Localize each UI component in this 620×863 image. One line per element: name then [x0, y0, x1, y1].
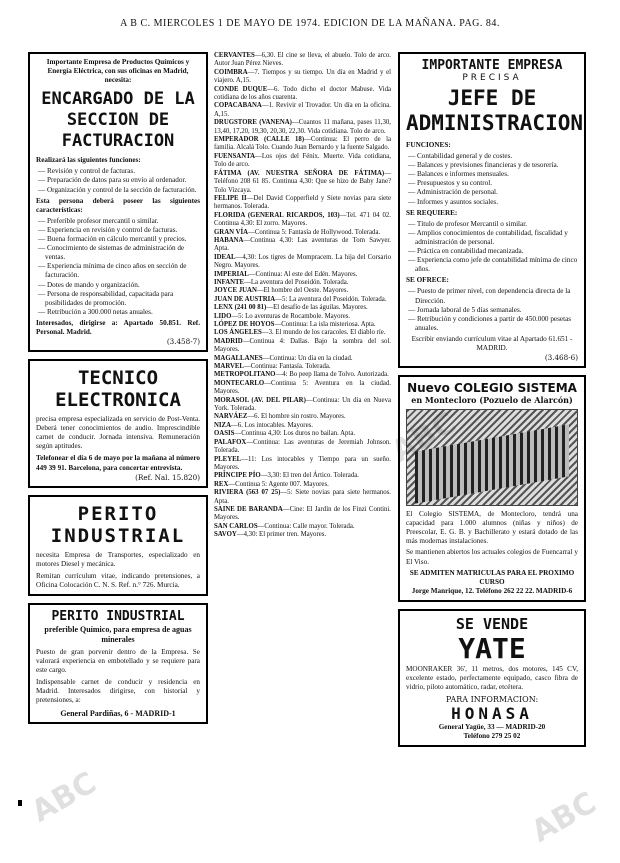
ad-list-item: — Contabilidad general y de costes. — [406, 152, 578, 161]
listing-entry — [214, 439, 391, 456]
ad-list-item: — Administración de personal. — [406, 188, 578, 197]
ad-contact: Interesados, dirigirse a: Apartado 50.851. Ref. Personal. Madrid. — [36, 318, 200, 336]
listing-text: —4: Bo peep llama de Tolvo. Autorizada. — [275, 371, 389, 379]
listing-text: —4,30: Los tigres de Mompracem. La hija del Corsario Negro. Mayores. — [214, 253, 391, 270]
listing-name: LOS ÁNGELES — [214, 329, 262, 337]
listing-text: —Continua: La isla misteriosa. Apta. — [274, 321, 376, 328]
ad-body: precisa empresa especializada en servicio de Post-Venta. Deberá tener conocimientos de audio. Imprescindible carnet de conducir. Jornada intensiva. Remuneración según aptitudes. — [36, 415, 200, 451]
listing-text: —6. El hombre sin rostro. Mayores. — [247, 413, 346, 421]
listing-name: JOYCE JUAN — [214, 287, 257, 295]
ad-title: ENCARGADO DE LA SECCION DE FACTURACION — [41, 89, 195, 152]
listing-text: —Continua 4: Dallas. Bajo la sombra del sol. Mayores. — [214, 337, 391, 354]
listing-text: —7. Tiempos y su tiempo. Un día en Madrid y el viajero. A,15. — [214, 68, 391, 85]
listing-text: —3. El mundo de los caracoles. El diablo ríe. — [261, 329, 386, 337]
listing-name: EMPERADOR (CALLE 18) — [214, 136, 305, 144]
listing-name: MONTECARLO — [214, 379, 265, 387]
page-mark — [18, 800, 22, 806]
ad-list-item: — Amplios conocimientos de contabilidad, fiscalidad y administración de personal. — [406, 229, 578, 247]
listing-name: JUAN DE AUSTRIA — [214, 295, 276, 303]
listing-text: —Teléfono 208 61 85. Continua 4,30: Que se hizo de Baby Jane? Tolo Vizcaya. — [214, 169, 391, 194]
listing-text: —6,30. El cine se lleva, el abuelo. Tolo de arco. Autor Juan Pérez Nieves. — [214, 52, 391, 68]
listing-entry — [214, 212, 391, 229]
listing-entry — [214, 271, 391, 279]
listing-name: PALAFOX — [214, 438, 247, 446]
listing-name: METROPOLITANO — [214, 371, 276, 379]
ad-subhead: SE REQUIERE: — [406, 208, 458, 217]
ad-ref: (Ref. Nal. 15.820) — [135, 472, 200, 482]
listing-text: —Tel. 471 04 02. Continua 4,30: El zorro. Mayores. — [214, 211, 391, 228]
ad-list-item: — Dotes de mando y organización. — [36, 281, 200, 290]
ad-title: YATE — [458, 631, 526, 665]
listing-text: —Continua 4,30: Las aventuras de Tom Sawyer. Apta. — [214, 236, 391, 253]
listing-text: —Continua 5: Fantasía de Hollywood. Tolerada. — [248, 228, 381, 236]
listing-entry — [214, 313, 391, 321]
listing-text: —Continua 5: Agente 007. Mayores. — [228, 480, 329, 488]
ad-contact: General Pardiñas, 6 - MADRID-1 — [60, 708, 176, 718]
ad-list-item: — Experiencia en revisión y control de facturas. — [36, 226, 200, 235]
watermark: ABC — [525, 785, 603, 850]
listing-name: FÁTIMA (AV. NUESTRA SEÑORA DE FÁTIMA) — [214, 169, 385, 177]
listing-entry — [214, 355, 391, 363]
ad-contact: Remitan currículum vitae, indicando pretensiones, a Oficina Colocación C. N. S. Ref. n.° 726. Murcia. — [36, 571, 200, 589]
ad-info: PARA INFORMACION: — [445, 695, 539, 705]
ad-list-item: — Balances e informes mensuales. — [406, 170, 578, 179]
listing-entry — [214, 52, 391, 69]
watermark: ABC — [385, 405, 463, 470]
listing-name: COPACABANA — [214, 102, 262, 110]
listing-text: —6. Todo dicho el doctor Mabuse. Vida cotidiana de los años cuarenta. — [214, 85, 391, 102]
page-header: A B C. MIERCOLES 1 DE MAYO DE 1974. EDICION DE LA MAÑANA. PAG. 84. — [120, 18, 500, 29]
listing-name: FLORIDA (GENERAL RICARDOS, 103) — [214, 211, 340, 219]
listing-name: LÓPEZ DE HOYOS — [214, 321, 275, 328]
listing-entry — [214, 531, 391, 539]
listing-name: INFANTE — [214, 278, 245, 286]
listing-text: —5: La aventura del Poseidón. Tolerada. — [275, 295, 387, 303]
ad-list-item: — Experiencia mínima de cinco años en sección de facturación. — [36, 262, 200, 280]
listing-entry — [214, 279, 391, 287]
ad-ref: (3.468-6) — [544, 353, 578, 363]
listing-entry — [214, 363, 391, 371]
ad-subhead: Realizará las siguientes funciones: — [36, 156, 141, 165]
ad-phone: Teléfono 279 25 02 — [463, 732, 521, 741]
listing-text: —Cine: El Jardín de los Finzi Contini. Mayores. — [214, 505, 392, 522]
ad-body: El Colegio SISTEMA, de Montecloro, tendrá una capacidad para 1.000 alumnos (niñas y niños) de Preescolar, E. G. B. y Bachillerato y estará dotado de las más modernas instalaciones. — [406, 510, 578, 546]
listing-entry — [214, 296, 391, 304]
ad-contact: Escribir enviando currículum vitae al Apartado 61.651 - MADRID. — [411, 334, 573, 352]
listing-name: NIZA — [214, 421, 231, 429]
ad-contact: Telefonear el día 6 de mayo por la mañana al número 449 39 91. Barcelona, para concertar entrevista. — [36, 454, 200, 472]
listing-name: IMPERIAL — [214, 270, 249, 278]
ad-yate — [398, 609, 586, 747]
ad-list-item: — Presupuestos y su control. — [406, 179, 578, 188]
listing-entry — [214, 506, 391, 523]
ad-jefe-administracion — [398, 52, 586, 368]
ad-subtitle: en Montecloro (Pozuelo de Alarcón) — [411, 395, 573, 406]
listing-entry — [214, 304, 391, 312]
listing-name: HABANA — [214, 236, 244, 244]
listing-text: —La aventura del Poseidón. Tolerada. — [244, 278, 349, 286]
ad-perito-quimico — [28, 603, 208, 724]
listing-text: —Continua 5: Aventura en la ciudad. Mayores. — [214, 379, 391, 396]
listing-entry — [214, 413, 391, 421]
cinema-listings — [214, 52, 391, 540]
ad-colegio-sistema — [398, 375, 586, 602]
ad-list-item: — Balances y previsiones financieras y de tesorería. — [406, 161, 578, 170]
listing-text: —11: Los intocables y Tiempo para un sueño. Mayores. — [214, 455, 391, 471]
ad-list-item: — Preferible profesor mercantil o similar. — [36, 217, 200, 226]
listing-text: —4,30: El primer tren. Mayores. — [236, 531, 327, 539]
listing-name: RIVIERA (563 07 25) — [214, 489, 281, 497]
listing-text: —Continua 4,30: Los duros no bailan. Apta. — [234, 430, 356, 438]
listing-entry — [214, 86, 391, 103]
ad-subtitle: preferible Químico, para empresa de aguas minerales — [44, 625, 192, 644]
listing-name: OASIS — [214, 430, 235, 438]
ad-subhead: FUNCIONES: — [406, 141, 451, 149]
ad-brand: HONASA — [451, 704, 533, 724]
right-column — [398, 52, 586, 754]
ad-list-item: — Título de profesor Mercantil o similar. — [406, 220, 578, 229]
listing-entry — [214, 237, 391, 254]
ad-top: IMPORTANTE EMPRESA — [421, 58, 563, 73]
listing-entry — [214, 422, 391, 430]
listing-name: SAVOY — [214, 531, 237, 539]
listing-name: REX — [214, 480, 229, 488]
listing-text: —Continua: Calle mayor. Tolerada. — [257, 522, 355, 530]
listing-text: —5: Lo aventuras de Rocambole. Mayores. — [231, 312, 351, 320]
ad-encargado — [28, 52, 208, 352]
listing-entry — [214, 119, 391, 136]
listing-entry — [214, 338, 391, 355]
listing-text: —Continua: Fantasía. Tolerada. — [243, 363, 331, 371]
listing-entry — [214, 380, 391, 397]
ad-list-item: — Organización y control de la sección de facturación. — [36, 186, 200, 195]
listing-entry — [214, 102, 391, 119]
listing-name: FELIPE II — [214, 194, 247, 202]
listing-name: COIMBRA — [214, 68, 248, 76]
listing-name: IDEAL — [214, 253, 236, 261]
listing-name: DRUGSTORE (VANENA) — [214, 119, 292, 127]
listing-text: —Del David Copperfield y Siete novias para siete hermanos. Tolerada. — [214, 194, 391, 211]
ad-tecnico — [28, 359, 208, 488]
listing-entry — [214, 481, 391, 489]
ad-title: PERITO INDUSTRIAL — [50, 502, 186, 547]
listing-text: —Continua: Al este del Edén. Mayores. — [248, 270, 358, 278]
listing-name: CERVANTES — [214, 52, 255, 59]
ad-list-item: — Práctica en contabilidad mecanizada. — [406, 247, 578, 256]
ad-note: Se mantienen abiertos los actuales colegios de Fuencarral y El Viso. — [406, 548, 578, 566]
listing-entry — [214, 430, 391, 438]
listing-text: —Continua: Las aventuras de Jeremiah Johnson. Tolerada. — [214, 438, 391, 455]
ad-address: General Yagüe, 33 — MADRID-20 — [438, 723, 546, 732]
listing-entry — [214, 397, 391, 414]
listing-text: —El hombre del Oeste. Mayores. — [256, 287, 349, 295]
listing-entry — [214, 229, 391, 237]
listing-text: —Continua: Un día en la ciudad. — [262, 354, 353, 362]
ad-title: Nuevo COLEGIO SISTEMA — [407, 381, 577, 396]
ad-list-item: — Buena formación en cálculo mercantil y precios. — [36, 235, 200, 244]
listing-entry — [214, 136, 391, 153]
ad-list-item: — Revisión y control de facturas. — [36, 167, 200, 176]
listing-entry — [214, 287, 391, 295]
listing-entry — [214, 153, 391, 170]
listing-text: —Cuantos 11 mañana, pases 11,30, 13,40, 17,20, 19,30, 20,30, 22,30. Vida cotidiana. Tolo de arco. — [214, 119, 392, 135]
listing-name: SAN CARLOS — [214, 522, 258, 530]
ad-body: Puesto de gran porvenir dentro de la Empresa. Se valorará experiencia en embotellado y se requiere para este cargo. — [36, 648, 200, 675]
listing-text: —1. Revivir el Trovador. Un día en la oficina. A,15. — [214, 102, 391, 118]
listing-name: SAINE DE BARANDA — [214, 505, 283, 513]
ad-note: Indispensable carnet de conducir y residencia en Madrid. Interesados dirigirse, con historial y pretensiones, a: — [36, 678, 200, 705]
ad-ref: (3.458-7) — [166, 337, 200, 347]
listing-entry — [214, 371, 391, 379]
listing-name: PLEYEL — [214, 455, 242, 463]
ad-list-item: — Retribución y condiciones a partir de 450.000 pesetas anuales. — [406, 315, 578, 333]
ad-list-item: — Jornada laboral de 5 días semanales. — [406, 306, 578, 315]
ad-body: necesita Empresa de Transportes, especializado en motores Diesel y mecánica. — [36, 550, 200, 568]
listing-name: CONDE DUQUE — [214, 85, 268, 93]
ad-list-item: — Conocimiento de sistemas de administración de ventas. — [36, 244, 200, 262]
listing-name: FUENSANTA — [214, 152, 256, 160]
listing-entry — [214, 254, 391, 271]
listing-entry — [214, 523, 391, 531]
listing-entry — [214, 489, 391, 506]
ad-subhead: SE OFRECE: — [406, 276, 449, 285]
watermark: ABC — [25, 765, 103, 830]
listing-name: GRAN VÍA — [214, 228, 249, 236]
ad-title: JEFE DE ADMINISTRACION — [406, 86, 584, 135]
listing-text: —6. Los intocables. Mayores. — [231, 421, 313, 429]
listing-entry — [214, 472, 391, 480]
listing-text: —5: Siete novias para siete hermanos. Apta. — [214, 489, 391, 505]
listing-entry — [214, 69, 391, 86]
ad-perito-industrial — [28, 495, 208, 596]
listing-name: PRÍNCIPE PÍO — [214, 472, 261, 480]
listing-name: MADRID — [214, 337, 243, 345]
listing-name: MARVEL — [214, 363, 244, 371]
ad-cta: SE ADMITEN MATRICULAS PARA EL PROXIMO CURSO — [409, 568, 575, 586]
ad-list-item: — Retribución a 300.000 netas anuales. — [36, 308, 200, 317]
ad-list-item: — Informes y asuntos sociales. — [406, 198, 578, 207]
listing-text: —Continua: El perro de la familia. Alcalá Tolo. Cuando Juan Bernardo y la fuente Salgado. — [214, 136, 391, 152]
ad-list-item: — Persona de responsabilidad, capacitada para posibilidades de promoción. — [36, 290, 200, 308]
listing-name: MORASOL (AV. DEL PILAR) — [214, 396, 306, 404]
listing-entry — [214, 195, 391, 212]
ad-precisa: PRECISA — [462, 73, 522, 83]
listing-entry — [214, 329, 391, 337]
ad-intro: Importante Empresa de Productos Químicos y Energía Eléctrica, con sus oficinas en Madrid, necesita: — [46, 58, 190, 85]
ad-subhead: Esta persona deberá poseer las siguientes características: — [36, 196, 200, 214]
listing-name: MAGALLANES — [214, 354, 263, 362]
ad-body: MOONRAKER 36', 11 metros, dos motores, 145 CV, excelente estado, perfectamente equipado, casco fibra de vidrio, piloto automático, radar, etcétera. — [406, 664, 578, 692]
listing-text: —El desafío de las águilas. Mayores. — [266, 304, 368, 312]
ad-list-item: — Preparación de datos para su envío al ordenador. — [36, 176, 200, 185]
ad-top: SE VENDE — [455, 614, 529, 633]
listing-name: NARVÁEZ — [214, 413, 248, 421]
listing-name: LENX (241 00 81) — [214, 304, 267, 312]
ad-title: PERITO INDUSTRIAL — [51, 609, 185, 624]
ad-contact: Jorge Manrique, 12. Teléfono 262 22 22. MADRID-6 — [411, 586, 573, 595]
listing-text: —Continua: Un día en Nueva York. Tolerada. — [214, 396, 391, 413]
listing-entry — [214, 456, 391, 473]
listing-entry — [214, 170, 391, 195]
listing-name: LIDO — [214, 312, 232, 320]
ad-list-item: — Puesto de primer nivel, con dependencia directa de la Dirección. — [406, 287, 578, 305]
left-column — [28, 52, 208, 731]
listing-text: —3,30: El tren del Ártico. Tolerada. — [260, 472, 359, 480]
listing-text: —Los ojos del Fénix. Muerte. Vida cotidiana, Tolo de arco. — [214, 152, 391, 169]
ad-list-item: — Experiencia como jefe de contabilidad mínima de cinco años. — [406, 256, 578, 274]
ad-title: TECNICO ELECTRONICA — [55, 367, 181, 412]
